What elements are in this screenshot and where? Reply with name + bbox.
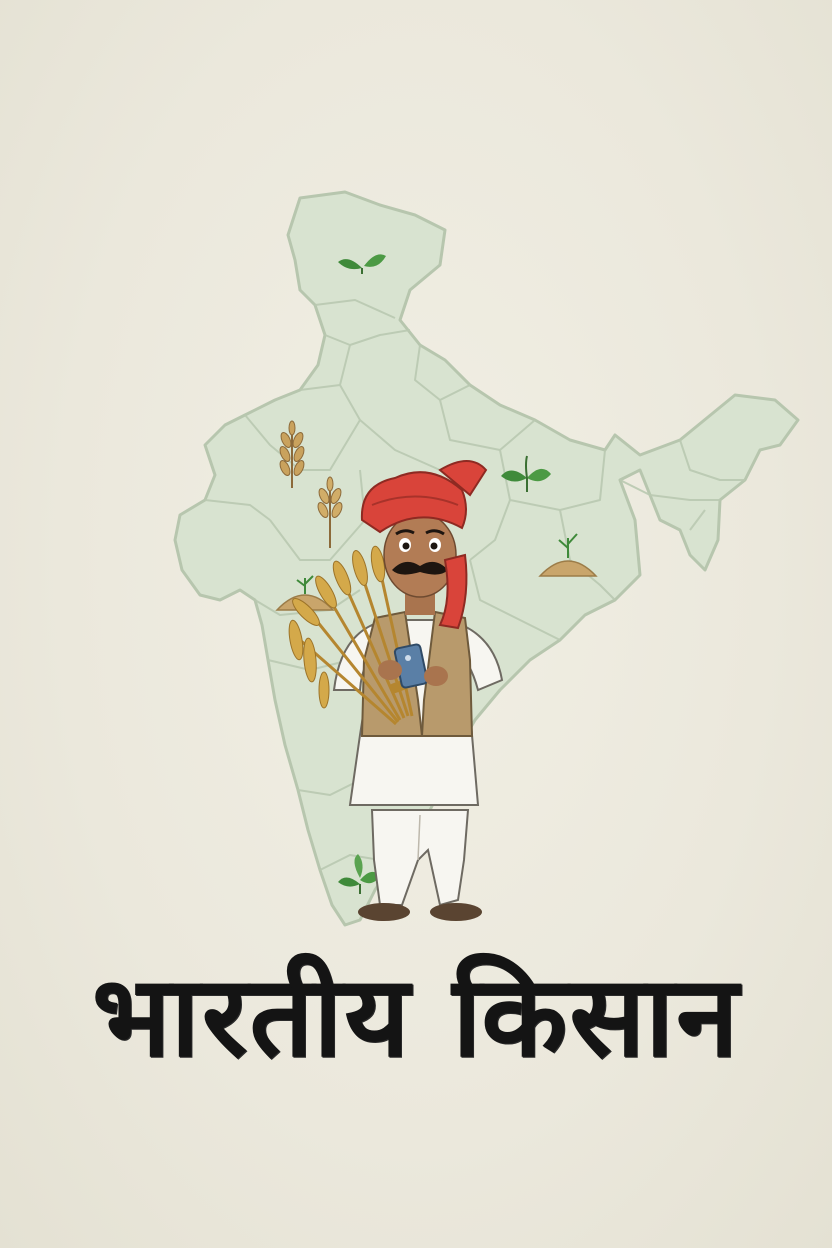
poster-title: भारतीय किसान <box>91 952 741 1082</box>
india-map-outline <box>175 192 798 925</box>
farmer-left-shoe <box>358 903 410 921</box>
india-map <box>175 192 798 925</box>
farmer-face <box>384 513 456 597</box>
farmer-right-shoe <box>430 903 482 921</box>
